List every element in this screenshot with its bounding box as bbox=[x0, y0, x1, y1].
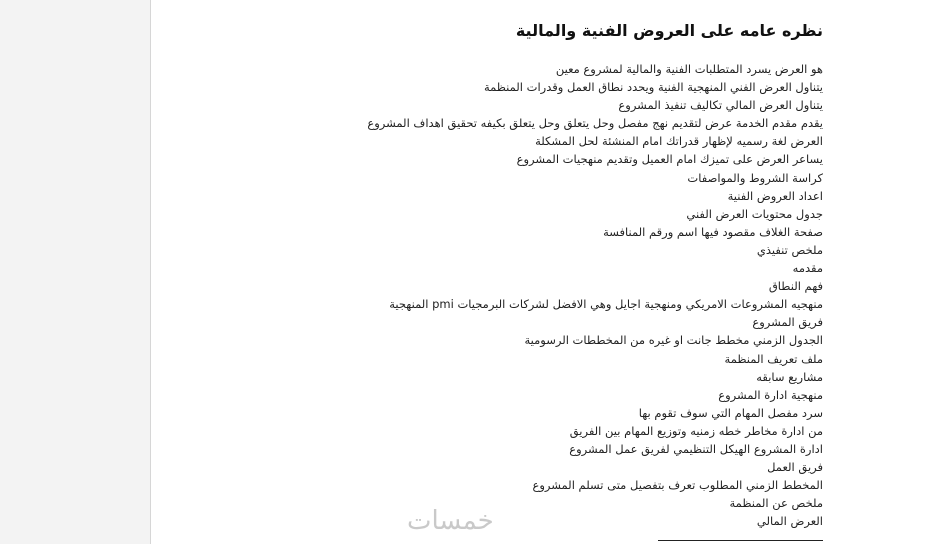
text-line: يتناول العرض المالي تكاليف تنفيذ المشروع bbox=[618, 98, 823, 113]
text-line: سرد مفصل المهام التي سوف تقوم بها bbox=[638, 405, 823, 420]
text-line: مقدمه bbox=[792, 261, 823, 276]
text-line: فهم النطاق bbox=[768, 279, 823, 294]
document-title: نظره عامه على العروض الفنية والمالية bbox=[515, 21, 823, 40]
text-line: العرض المالي bbox=[756, 514, 823, 529]
text-line: من ادارة مخاطر خطه زمنيه وتوزيع المهام بين الفريق bbox=[569, 423, 823, 438]
horizontal-rule bbox=[658, 540, 823, 541]
text-line: فريق المشروع bbox=[752, 315, 823, 330]
text-line: صفحة الغلاف مقصود فيها اسم ورقم المنافسة bbox=[603, 224, 823, 239]
document-lines bbox=[303, 60, 823, 530]
text-line: جدول محتويات العرض الفني bbox=[686, 206, 823, 221]
text-line: ملخص عن المنظمة bbox=[729, 496, 823, 511]
text-line: يساعر العرض على تميزك امام العميل وتقديم منهجيات المشروع bbox=[516, 152, 823, 167]
text-line: يتناول العرض الفني المنهجية الفنية ويحدد نطاق العمل وقدرات المنظمة bbox=[483, 80, 823, 95]
text-line: المخطط الزمني المطلوب تعرف بتفصيل متى تسلم المشروع bbox=[532, 478, 823, 493]
text-line: ملخص تنفيذي bbox=[756, 242, 823, 257]
left-margin-panel bbox=[0, 0, 151, 544]
text-line: منهجية ادارة المشروع bbox=[718, 387, 823, 402]
text-line: هو العرض يسرد المتطلبات الفنية والمالية لمشروع معين bbox=[555, 62, 823, 76]
text-line: كراسة الشروط والمواصفات bbox=[687, 170, 823, 185]
text-line: فريق العمل bbox=[767, 460, 823, 475]
watermark: خمسات bbox=[407, 506, 494, 536]
document-body bbox=[303, 20, 823, 530]
text-line: ملف تعريف المنظمة bbox=[724, 351, 823, 366]
text-line: اعداد العروض الفنية bbox=[727, 188, 823, 203]
text-line: منهجيه المشروعات الامريكي ومنهجية اجايل وهي الافضل لشركات البرمجيات pmi المنهجية bbox=[389, 297, 823, 312]
text-line: مشاريع سابقه bbox=[756, 369, 823, 384]
text-line: الجدول الزمني مخطط جانت او غيره من المخططات الرسومية bbox=[524, 333, 823, 348]
text-line: العرض لغة رسميه لإظهار قدراتك امام المنشئة لحل المشكلة bbox=[535, 134, 823, 149]
document-page bbox=[151, 0, 927, 544]
text-line: ادارة المشروع الهيكل التنظيمي لفريق عمل المشروع bbox=[569, 441, 823, 456]
text-line: يقدم مقدم الخدمة عرض لتقديم نهج مفصل وحل يتعلق وحل يتعلق بكيفه تحقيق اهداف المشروع bbox=[367, 116, 823, 131]
